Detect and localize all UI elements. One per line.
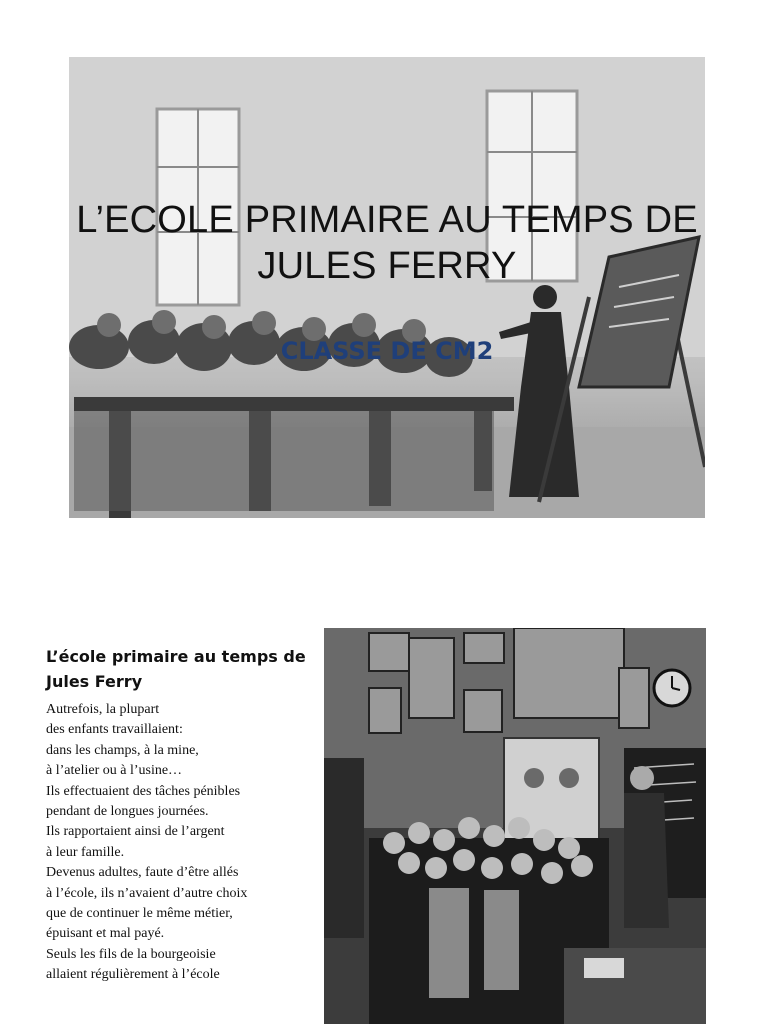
article-line: à l’école, ils n’avaient d’autre choix: [46, 885, 248, 901]
article-line: Ils effectuaient des tâches pénibles: [46, 783, 241, 799]
article-body: [46, 700, 316, 986]
article-line: dans les champs, à la mine,: [46, 742, 199, 758]
article-line: Ils rapportaient ainsi de l’argent: [46, 824, 225, 840]
article-line: à l’atelier ou à l’usine…: [46, 763, 183, 779]
article-line: que de continuer le même métier,: [46, 906, 233, 922]
article-line: Devenus adultes, faute d’être allés: [46, 865, 239, 881]
title-slide: [69, 57, 705, 518]
article-line: épuisant et mal payé.: [46, 926, 165, 942]
article-line: à leur famille.: [46, 844, 125, 860]
slide-subtitle: CLASSE DE CM2: [280, 337, 494, 365]
article-line: allaient régulièrement à l’école: [46, 967, 220, 983]
article-line: pendant de longues journées.: [46, 804, 209, 820]
slide-title: L’ECOLE PRIMAIRE AU TEMPS DE JULES FERRY: [76, 199, 698, 287]
article-line: Autrefois, la plupart: [46, 702, 160, 717]
article-line: Seuls les fils de la bourgeoisie: [46, 946, 216, 962]
classroom-photo: [324, 628, 706, 1024]
article-heading: L’école primaire au temps de Jules Ferry: [46, 647, 306, 691]
article-line: des enfants travaillaient:: [46, 722, 183, 738]
